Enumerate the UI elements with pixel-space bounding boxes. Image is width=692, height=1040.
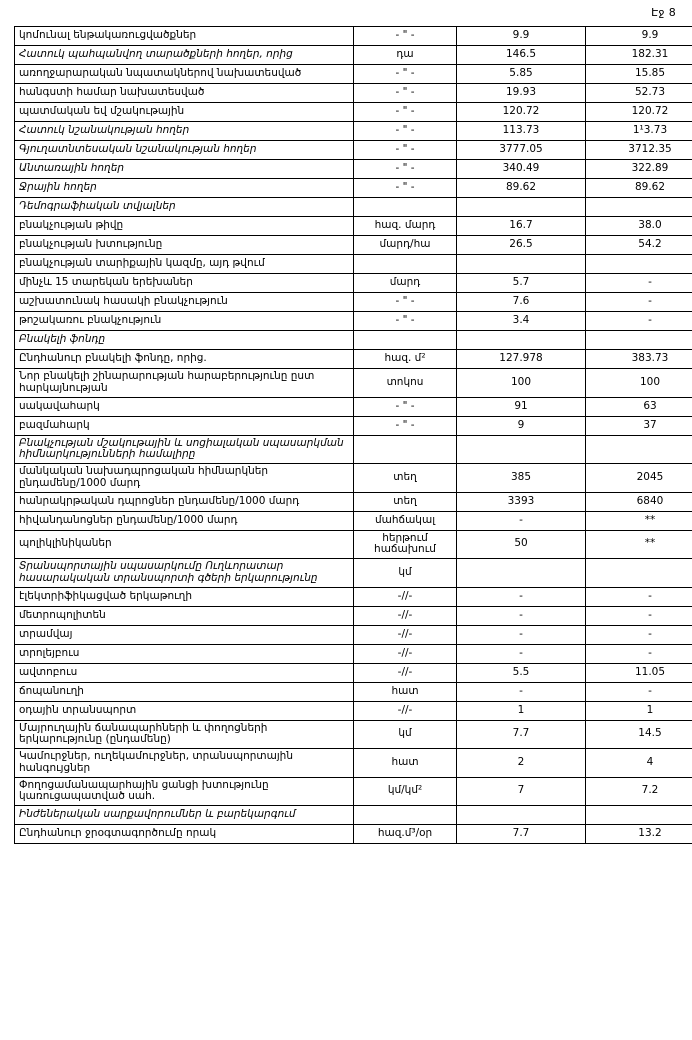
table-row (15, 236, 692, 255)
row-value-1 (457, 806, 586, 825)
row-unit: մարդ (354, 274, 457, 293)
row-unit: հազ.մ³/օր (354, 825, 457, 844)
row-unit: - " - (354, 65, 457, 84)
table-row (15, 663, 692, 682)
row-value-1: - (457, 587, 586, 606)
table-row (15, 217, 692, 236)
table-row (15, 682, 692, 701)
row-unit: կմ/կմ² (354, 777, 457, 806)
row-label: էլեկտրիֆիկացված երկաթուղի (15, 587, 354, 606)
row-unit: տեղ (354, 464, 457, 493)
table-body (15, 27, 692, 844)
row-value-2: 13.2 (586, 825, 692, 844)
row-value-1: - (457, 625, 586, 644)
table-row (15, 435, 692, 464)
row-label: ճոպանուղի (15, 682, 354, 701)
row-label: բազմահարկ (15, 416, 354, 435)
row-label: պոլիկլինիկաներ (15, 530, 354, 559)
table-row (15, 644, 692, 663)
row-unit (354, 331, 457, 350)
table-row (15, 559, 692, 588)
row-unit (354, 198, 457, 217)
row-label: մետրոպոլիտեն (15, 606, 354, 625)
row-label: Ընդհանուր ջրօգտագործումը որակ (15, 825, 354, 844)
table-row (15, 160, 692, 179)
row-value-1: 146.5 (457, 46, 586, 65)
row-unit: - " - (354, 84, 457, 103)
row-value-2: - (586, 606, 692, 625)
row-label: տրամվայ (15, 625, 354, 644)
row-unit: - " - (354, 293, 457, 312)
row-value-2: 37 (586, 416, 692, 435)
row-value-2: 1 (586, 701, 692, 720)
row-unit: -//- (354, 644, 457, 663)
row-label: մինչև 15 տարեկան երեխաներ (15, 274, 354, 293)
row-label: Ընդհանուր բնակելի ֆոնդը, որից. (15, 350, 354, 369)
row-label: պատմական եվ մշակութային (15, 103, 354, 122)
row-value-1: 1 (457, 701, 586, 720)
row-value-1: 5.5 (457, 663, 586, 682)
row-value-2: 52.73 (586, 84, 692, 103)
row-label: աշխատունակ հասակի բնակչություն (15, 293, 354, 312)
row-unit: հերթում հաճախում (354, 530, 457, 559)
row-label: Բնակելի ֆոնդը (15, 331, 354, 350)
row-label: թոշակառու բնակչություն (15, 312, 354, 331)
row-label: Գյուղատնտեսական նշանակության հողեր (15, 141, 354, 160)
row-label: Մայրուղային ճանապարհների և փողոցների երկարությունը (ընդամենը) (15, 720, 354, 749)
row-value-1: 7.7 (457, 825, 586, 844)
table-row (15, 179, 692, 198)
table-row (15, 198, 692, 217)
row-value-2: 100 (586, 369, 692, 398)
row-value-1: 3393 (457, 492, 586, 511)
table-row (15, 625, 692, 644)
row-unit (354, 806, 457, 825)
row-label: օդային տրանսպորտ (15, 701, 354, 720)
table-row (15, 749, 692, 778)
row-value-1: 5.7 (457, 274, 586, 293)
table-row (15, 587, 692, 606)
table-row (15, 416, 692, 435)
table-row (15, 806, 692, 825)
row-value-1: 113.73 (457, 122, 586, 141)
row-value-2: - (586, 274, 692, 293)
table-row (15, 293, 692, 312)
row-label: Ինժեներական սարքավորումներ և բարեկարգում (15, 806, 354, 825)
row-unit: - " - (354, 122, 457, 141)
row-value-1 (457, 435, 586, 464)
row-label: հիվանդանոցներ ընդամենը/1000 մարդ (15, 511, 354, 530)
row-label: հանրակրթական դպրոցներ ընդամենը/1000 մարդ (15, 492, 354, 511)
table-row (15, 122, 692, 141)
row-value-2: ** (586, 530, 692, 559)
row-value-2: 9.9 (586, 27, 692, 46)
row-value-2: 383.73 (586, 350, 692, 369)
row-value-1: - (457, 644, 586, 663)
table-row (15, 492, 692, 511)
row-value-2: 15.85 (586, 65, 692, 84)
row-value-2: 54.2 (586, 236, 692, 255)
row-label: Նոր բնակելի շինարարության հարաբերությունը ըստ հարկայնության (15, 369, 354, 398)
row-value-1: 3777.05 (457, 141, 586, 160)
row-value-1: 19.93 (457, 84, 586, 103)
row-label: Հատուկ պահպանվող տարածքների հողեր, որից (15, 46, 354, 65)
row-label: Տրանսպորտային սպասարկումը Ուղևորատար հասարակական տրանսպորտի գծերի երկարությունը (15, 559, 354, 588)
table-row (15, 84, 692, 103)
row-value-1: 9 (457, 416, 586, 435)
row-value-2: 7.2 (586, 777, 692, 806)
row-value-2: 89.62 (586, 179, 692, 198)
row-unit (354, 255, 457, 274)
row-unit: -//- (354, 606, 457, 625)
row-value-2: ** (586, 511, 692, 530)
row-value-1: 89.62 (457, 179, 586, 198)
row-value-1: 7 (457, 777, 586, 806)
row-value-2 (586, 435, 692, 464)
row-value-1: 100 (457, 369, 586, 398)
row-value-2: 2045 (586, 464, 692, 493)
row-label: մանկական նախադպրոցական հիմնարկներ ընդամենը/1000 մարդ (15, 464, 354, 493)
row-value-2: - (586, 587, 692, 606)
row-value-1: 9.9 (457, 27, 586, 46)
row-value-1 (457, 255, 586, 274)
row-value-2: 63 (586, 397, 692, 416)
row-label: բնակչության տարիքային կազմը, այդ թվում (15, 255, 354, 274)
row-unit: կմ (354, 559, 457, 588)
table-row (15, 369, 692, 398)
row-label: Անտառային հողեր (15, 160, 354, 179)
table-row (15, 701, 692, 720)
row-unit: -//- (354, 587, 457, 606)
row-value-2: 182.31 (586, 46, 692, 65)
row-value-2: 322.89 (586, 160, 692, 179)
row-value-2: 11.05 (586, 663, 692, 682)
row-value-2: - (586, 293, 692, 312)
table-row (15, 103, 692, 122)
row-label: բնակչության խտությունը (15, 236, 354, 255)
row-value-2 (586, 559, 692, 588)
row-value-2: 6840 (586, 492, 692, 511)
row-value-2: - (586, 682, 692, 701)
row-unit: հազ. մարդ (354, 217, 457, 236)
row-value-2: 120.72 (586, 103, 692, 122)
row-unit: - " - (354, 397, 457, 416)
row-unit: դա (354, 46, 457, 65)
row-value-2 (586, 255, 692, 274)
row-value-2: 4 (586, 749, 692, 778)
row-unit: - " - (354, 103, 457, 122)
table-row (15, 606, 692, 625)
row-value-1: 385 (457, 464, 586, 493)
row-label: Ջրային հողեր (15, 179, 354, 198)
table-row (15, 141, 692, 160)
table-row (15, 720, 692, 749)
row-value-1: - (457, 606, 586, 625)
row-unit: - " - (354, 141, 457, 160)
table-row (15, 27, 692, 46)
row-label: հանգստի համար նախատեսված (15, 84, 354, 103)
table-row (15, 397, 692, 416)
row-value-1: 5.85 (457, 65, 586, 84)
row-value-1: 120.72 (457, 103, 586, 122)
row-value-1: - (457, 682, 586, 701)
row-value-2: 3712.35 (586, 141, 692, 160)
row-label: բնակչության թիվը (15, 217, 354, 236)
row-value-1: 26.5 (457, 236, 586, 255)
table-row (15, 331, 692, 350)
row-value-2: 1¹3.73 (586, 122, 692, 141)
row-label: Փողոցամանապարհային ցանցի խտությունը կառուցապատված սահ. (15, 777, 354, 806)
row-value-1: 7.6 (457, 293, 586, 312)
row-unit (354, 435, 457, 464)
row-value-2 (586, 331, 692, 350)
row-value-2: 38.0 (586, 217, 692, 236)
row-value-2: - (586, 644, 692, 663)
row-unit: -//- (354, 625, 457, 644)
row-label: կոմունալ ենթակառուցվածքներ (15, 27, 354, 46)
row-unit: տեղ (354, 492, 457, 511)
row-label: սակավահարկ (15, 397, 354, 416)
row-value-1: 91 (457, 397, 586, 416)
row-unit: - " - (354, 160, 457, 179)
table-row (15, 255, 692, 274)
row-unit: -//- (354, 663, 457, 682)
row-value-2: - (586, 625, 692, 644)
table-row (15, 530, 692, 559)
table-row (15, 464, 692, 493)
row-unit: հատ (354, 749, 457, 778)
row-value-1: - (457, 511, 586, 530)
row-value-1: 7.7 (457, 720, 586, 749)
row-value-1 (457, 559, 586, 588)
indicators-table (14, 26, 692, 844)
row-value-1 (457, 331, 586, 350)
row-value-1: 3.4 (457, 312, 586, 331)
page-number-header: Էջ 8 (651, 6, 676, 19)
row-unit: տոկոս (354, 369, 457, 398)
row-unit: մարդ/հա (354, 236, 457, 255)
row-label: Դեմոգրաֆիական տվյալներ (15, 198, 354, 217)
row-unit: - " - (354, 312, 457, 331)
row-unit: - " - (354, 179, 457, 198)
table-row (15, 350, 692, 369)
row-value-1: 16.7 (457, 217, 586, 236)
table-row (15, 511, 692, 530)
row-label: Բնակչության մշակութային և սոցիալական սպասարկման հիմնարկությունների համալիրը (15, 435, 354, 464)
row-unit: կմ (354, 720, 457, 749)
row-label: Հատուկ նշանակության հողեր (15, 122, 354, 141)
row-value-2 (586, 198, 692, 217)
row-unit: մահճակալ (354, 511, 457, 530)
table-row (15, 65, 692, 84)
row-label: Կամուրջներ, ուղեկամուրջներ, տրանսպորտային հանգույցներ (15, 749, 354, 778)
row-unit: - " - (354, 27, 457, 46)
row-value-1: 340.49 (457, 160, 586, 179)
row-unit: -//- (354, 701, 457, 720)
row-label: առողջարարական նպատակներով նախատեսված (15, 65, 354, 84)
table-row (15, 312, 692, 331)
row-value-2: - (586, 312, 692, 331)
table-row (15, 46, 692, 65)
row-value-2 (586, 806, 692, 825)
row-value-1: 2 (457, 749, 586, 778)
table-row (15, 274, 692, 293)
row-label: ավտոբուս (15, 663, 354, 682)
row-value-1: 127.978 (457, 350, 586, 369)
row-value-1 (457, 198, 586, 217)
row-unit: հազ. մ² (354, 350, 457, 369)
row-value-2: 14.5 (586, 720, 692, 749)
table-row (15, 777, 692, 806)
table-row (15, 825, 692, 844)
row-label: տրոլեյբուս (15, 644, 354, 663)
row-unit: - " - (354, 416, 457, 435)
row-unit: հատ (354, 682, 457, 701)
row-value-1: 50 (457, 530, 586, 559)
